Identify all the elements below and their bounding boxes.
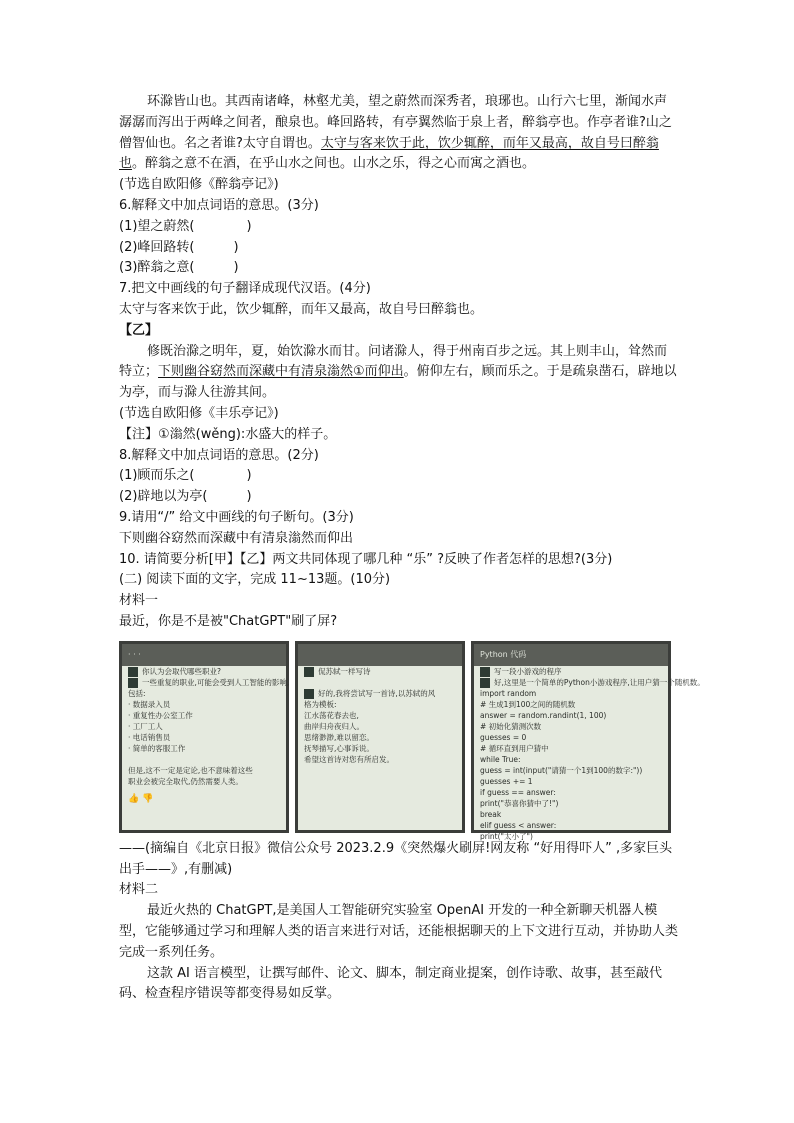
screenshot-jobs (119, 641, 289, 833)
question-7: 7.把文中画线的句子翻译成现代汉语。(4分) (119, 281, 371, 297)
material-1-caption: ——(摘编自《北京日报》微信公众号 2023.2.9《突然爆火刷屏!网友称 “好用得吓人” ,多家巨头出手——》,有删减) (119, 840, 673, 877)
chat-line: 但是,这不一定是定论,也不意味着这些 (128, 765, 253, 775)
document-page (119, 92, 705, 1005)
passage-yi-end: 。俯仰左右，顾而乐之。于是疏泉凿石，辟地以为亭，而与滁人往游其间。 (119, 364, 677, 401)
material-1-label: 材料一 (119, 593, 159, 609)
question-8: 8.解释文中加点词语的意思。(2分) (119, 447, 319, 463)
question-10: 10. 请简要分析[甲】【乙】两文共同体现了哪几种 “乐” ?反映了作者怎样的思想?(3分) (119, 551, 613, 567)
user-avatar-icon (304, 667, 314, 677)
chat-line: 思绪渺渺,难以留恋。 (304, 732, 374, 742)
bot-avatar-icon (128, 678, 138, 688)
material-2-paragraph-2: 这款 AI 语言模型，让撰写邮件、论文、脚本，制定商业提案，创作诗歌、故事，甚至敲代码、检查程序错误等都变得易如反掌。 (119, 965, 662, 1002)
passage-jia-text: 环滁皆山也。其西南诸峰，林壑尤美，望之蔚然而深秀者，琅琊也。山行六七里，渐闻水声潺潺而泻出于两峰之间者，酿泉也。峰回路转，有亭翼然临于泉上者，醉翁亭也。作亭者谁?山之僧智仙也。名之者谁?太守自谓也。 (119, 94, 672, 151)
source-2: (节选自欧阳修《丰乐亭记》) (119, 405, 279, 421)
user-avatar-icon (128, 667, 138, 677)
question-6-1: (1)望之蔚然( ) (119, 218, 252, 234)
chat-line: 希望这首诗对您有所启发。 (304, 754, 394, 764)
chat-line: 包括: (128, 688, 146, 698)
material-2-label: 材料二 (119, 882, 159, 898)
section-2-heading: (二) 阅读下面的文字，完成 11~13题。(10分) (119, 572, 391, 588)
code-line: guesses = 0 (480, 732, 527, 742)
passage-yi (119, 342, 679, 404)
code-line: if guess == answer: (480, 787, 556, 797)
user-avatar-icon (480, 667, 490, 677)
question-9: 9.请用“/” 给文中画线的句子断句。(3分) (119, 509, 354, 525)
chat-line: · 电话销售员 (128, 732, 171, 742)
bot-avatar-icon (304, 689, 314, 699)
chat-line: 好的,我将尝试写一首诗,以苏轼的风 (318, 688, 436, 698)
question-8-2: (2)辟地以为亭( ) (119, 489, 252, 505)
code-line: while True: (480, 754, 521, 764)
chat-line: 一些重复的职业,可能会受到人工智能的影响, (142, 677, 290, 687)
question-6-2: (2)峰回路转( ) (119, 239, 239, 255)
code-line: # 初始化猜测次数 (480, 721, 542, 731)
code-line: import random (480, 688, 537, 698)
source-1: (节选自欧阳修《醉翁亭记》) (119, 177, 279, 193)
chat-line: · 工厂工人 (128, 721, 163, 731)
question-6: 6.解释文中加点词语的意思。(3分) (119, 197, 319, 213)
chat-question: 侃苏轼一样写诗 (318, 666, 371, 676)
screenshot-bar (298, 644, 462, 666)
chat-question: 你认为会取代哪些职业? (142, 666, 221, 676)
code-line: # 生成1到100之间的随机数 (480, 699, 576, 709)
material-2-paragraph-1: 最近火热的 ChatGPT,是美国人工智能研究实验室 OpenAI 开发的一种全新聊天机器人模型，它能够通过学习和理解人类的语言来进行对话，还能根据聊天的上下文进行互动，并协助人类完成一系列任务。 (119, 903, 679, 960)
passage-yi-underlined: 下则幽谷窈然而深藏中有清泉滃然①而仰出 (158, 364, 404, 380)
question-9-sentence: 下则幽谷窈然而深藏中有清泉滃然而仰出 (119, 530, 354, 546)
passage-yi-text: 修既治滁之明年，夏，始饮滁水而甘。问诸滁人，得于州南百步之远。其上则丰山，耸然而特立； (119, 343, 668, 380)
chat-line: 格为模板: (304, 699, 337, 709)
chat-line: · 简单的客服工作 (128, 743, 186, 753)
material-1-text: 最近，你是不是被"ChatGPT"刷了屏? (119, 613, 338, 629)
note: 【注】①滃然(wěng):水盛大的样子。 (119, 426, 337, 442)
bot-avatar-icon (480, 678, 490, 688)
code-line: break (480, 809, 502, 819)
chat-line: 好,这里是一个简单的Python小游戏程序,让用户猜一个随机数。 (494, 677, 705, 687)
screenshot-code (471, 641, 705, 841)
chat-line: 曲岸归舟夜归人。 (304, 721, 364, 731)
chatgpt-screenshots (119, 641, 705, 841)
label-yi: 【乙】 (119, 322, 159, 338)
screenshot-bar: · · · (122, 644, 286, 666)
chat-question: 写一段小游戏的程序 (494, 666, 562, 676)
code-line: guesses += 1 (480, 776, 533, 786)
passage-jia-underlined: 太守与客来饮于此，饮少辄醉，而年又最高，故自号曰醉翁也 (119, 135, 659, 172)
screenshot-poem (295, 641, 465, 833)
question-8-1: (1)顾而乐之( ) (119, 468, 252, 484)
code-line: answer = random.randint(1, 100) (480, 710, 607, 720)
screenshot-bar: Python 代码 (474, 644, 668, 666)
passage-jia-end: 。醉翁之意不在酒，在乎山水之间也。山水之乐，得之心而寓之酒也。 (132, 156, 536, 172)
code-line: print("太小了") (480, 831, 533, 841)
thumbs-icon: 👍 👎 (128, 793, 154, 804)
chat-line: · 重复性办公室工作 (128, 710, 193, 720)
chat-line: 职业会被完全取代,仍然需要人类。 (128, 776, 243, 786)
code-line: # 循环直到用户猜中 (480, 743, 549, 753)
question-6-3: (3)醉翁之意( ) (119, 260, 239, 276)
code-line: print("恭喜你猜中了!") (480, 798, 559, 808)
passage-jia (119, 92, 679, 175)
chat-line: · 数据录入员 (128, 699, 171, 709)
code-line: elif guess < answer: (480, 820, 557, 830)
code-line: guess = int(input("请猜一个1到100的数字:")) (480, 765, 643, 775)
chat-line: 抚琴描写,心事诉说。 (304, 743, 374, 753)
question-7-sentence: 太守与客来饮于此，饮少辄醉，而年又最高，故自号曰醉翁也。 (119, 301, 484, 317)
chat-line: 江水荡花春去也, (304, 710, 359, 720)
